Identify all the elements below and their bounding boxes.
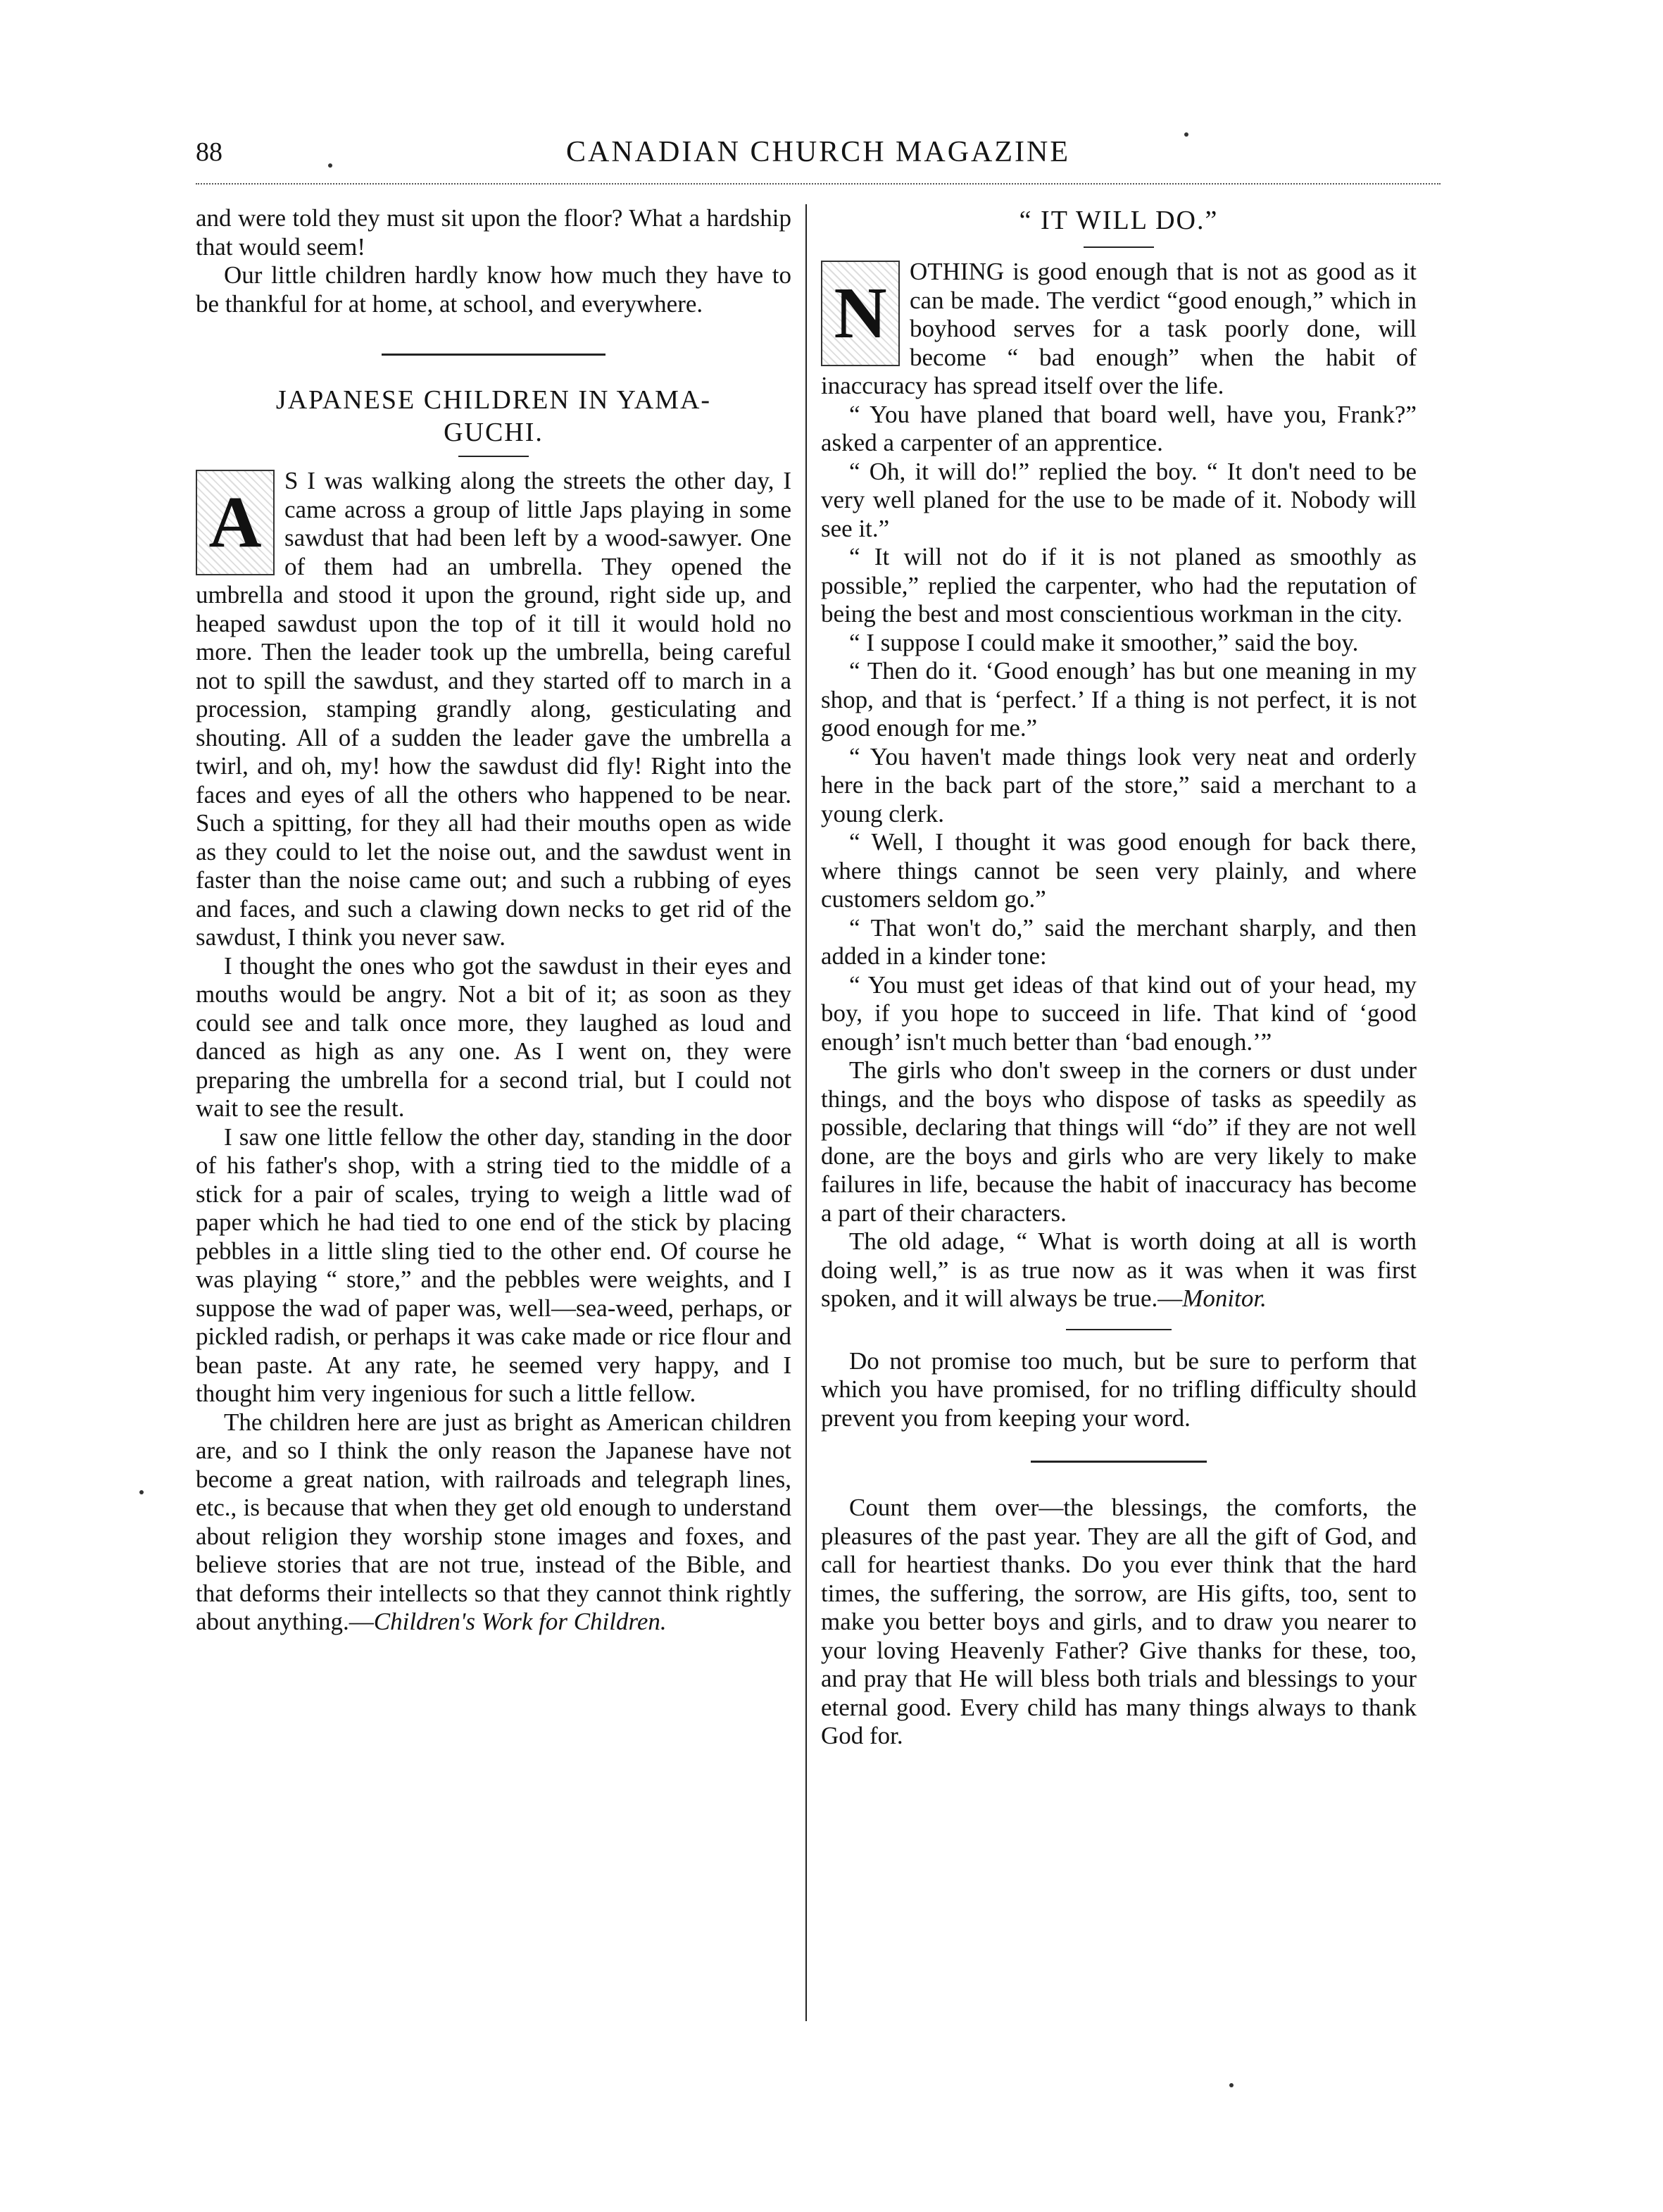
paragraph-text: OTHING is good enough that is not as good as it can be made. The verdict “good enough,” which in boyhood serves for a task poorly done, will become “ bad enough” when the habit of inaccuracy has spread itself over the life.	[821, 258, 1417, 399]
page-header	[196, 135, 1441, 175]
article-paragraph: “ I suppose I could make it smoother,” said the boy.	[849, 628, 1359, 656]
ornamental-dropcap	[821, 261, 900, 366]
paragraph-text: S I was walking along the streets the other day, I came across a group of little Japs playing in some sawdust that had been left by a wood-sawyer. One of them had an umbrella. They opened the umbrella and stood it upon the ground, right side up, and heaped sawdust upon the top of it till it would hold no more. Then the leader took up the umbrella, being careful not to spill the sawdust, and they started off to march in a procession, stamping grandly along, gesticulating and shouting. All of a sudden the leader gave the umbrella a twirl, and oh, my! how the sawdust did fly! Right into the faces and eyes of all the others who happened to be near. Such a spitting, for they all had their mouths open as wide as they could to let the noise out, and the sawdust went in faster than the noise came out; and such a rubbing of eyes and faces, and such a clawing down necks to get rid of the sawdust, I think you never saw.	[196, 467, 791, 951]
section-divider	[1031, 1461, 1207, 1463]
dropcap-letter: A	[208, 482, 262, 563]
article-paragraph	[821, 258, 1417, 401]
article-paragraph	[196, 467, 791, 952]
article-paragraph: “ You haven't made things look very neat and orderly here in the back part of the store,” said a merchant to a young clerk.	[821, 742, 1417, 827]
note-paragraph: Count them over—the blessings, the comforts, the pleasures of the past year. They are all the gift of God, and call for heartiest thanks. Do you ever think that the hard times, the suffering, the sorrow, are His gifts, too, sent to make you better boys and girls, and to draw you nearer to your loving Heavenly Father? Give thanks for these, too, and pray that He will bless both trials and blessings to your eternal good. Every child has many things always to thank God for.	[821, 1494, 1417, 1749]
article-paragraph: “ You have planed that board well, have you, Frank?” asked a carpenter of an apprentice.	[821, 400, 1417, 456]
running-title: CANADIAN CHURCH MAGAZINE	[566, 136, 1070, 168]
left-column	[196, 204, 791, 1637]
print-speck	[139, 1490, 144, 1494]
article-title: “ IT WILL DO.”	[1019, 206, 1219, 235]
article-paragraph: “ You must get ideas of that kind out of your head, my boy, if you hope to succeed in life. That kind of ‘good enough’ isn't much better than ‘bad enough.’”	[821, 970, 1417, 1056]
article-paragraph: “ Oh, it will do!” replied the boy. “ It don't need to be very well planed for the use to be made of it. Nobody will see it.”	[821, 457, 1417, 542]
paragraph-text: The old adage, “ What is worth doing at all is worth doing well,” is as true now as it was when it was first spoken, and it will always be true.—	[821, 1227, 1417, 1312]
continuation-paragraph: Our little children hardly know how much they have to be thankful for at home, at school, and everywhere.	[196, 261, 791, 318]
article-source: Monitor.	[1182, 1285, 1267, 1312]
article-paragraph: “ Then do it. ‘Good enough’ has but one meaning in my shop, and that is ‘perfect.’ If a thing is not perfect, it is not good enough for me.”	[821, 657, 1417, 742]
article-title	[196, 384, 791, 449]
section-divider	[1066, 1329, 1172, 1330]
article-paragraph: I thought the ones who got the sawdust in their eyes and mouths would be angry. Not a bit of it; as soon as they could see and talk once more, they laughed as loud and danced as high as any one. As I went on, they were preparing the umbrella for a second trial, but I could not wait to see the result.	[196, 951, 791, 1122]
page-number: 88	[196, 137, 222, 167]
print-speck	[1184, 132, 1188, 137]
article-paragraph: “ It will not do if it is not planed as smoothly as possible,” replied the carpenter, who had the reputation of being the best and most conscientious workman in the city.	[821, 543, 1417, 627]
right-column	[821, 204, 1417, 1751]
paragraph-text: The children here are just as bright as American children are, and so I think the only reason the Japanese have not become a great nation, with railroads and telegraph lines, etc., is because that when they get old enough to understand about religion they worship stone images and foxes, and believe stories that are not true, instead of the Bible, and that deforms their intellects so that they cannot think rightly about anything.—	[196, 1408, 791, 1635]
article-source: Children's Work for Children.	[373, 1608, 667, 1635]
title-rule	[458, 456, 529, 457]
article-paragraph: The girls who don't sweep in the corners or dust under things, and the boys who dispose of tasks as speedily as possible, declaring that things will “do” if they are not well done, are the boys and girls who are very likely to make failures in life, because the habit of inaccuracy has become a part of their characters.	[821, 1056, 1417, 1227]
ornamental-dropcap	[196, 470, 275, 575]
column-divider	[805, 204, 807, 2021]
dropcap-letter: N	[834, 273, 887, 354]
article-paragraph: I saw one little fellow the other day, standing in the door of his father's shop, with a string tied to the middle of a stick for a pair of scales, trying to weigh a little wad of paper which he had tied to one end of the stick by placing pebbles in a little sling tied to the other end. Of course he was playing “ store,” and the pebbles were weights, and I suppose the wad of paper was, well—sea-weed, perhaps, or pickled radish, or perhaps it was cake made or rice flour and bean paste. At any rate, he seemed very happy, and I thought him very ingenious for such a little fellow.	[196, 1123, 791, 1407]
print-speck	[328, 163, 332, 168]
article-paragraph: “ Well, I thought it was good enough for back there, where things cannot be seen very plainly, and where customers seldom go.”	[821, 828, 1417, 913]
article-paragraph: “ That won't do,” said the merchant sharply, and then added in a kinder tone:	[821, 913, 1417, 970]
section-divider	[382, 354, 605, 356]
article-title-line: GUCHI.	[444, 418, 544, 447]
article-paragraph	[821, 1227, 1417, 1313]
article-title-line: JAPANESE CHILDREN IN YAMA-	[275, 385, 712, 415]
print-speck	[1229, 2083, 1234, 2087]
header-rule	[196, 183, 1441, 185]
continuation-paragraph: and were told they must sit upon the floor? What a hardship that would seem!	[196, 204, 791, 261]
title-rule	[1084, 246, 1154, 248]
note-paragraph: Do not promise too much, but be sure to perform that which you have promised, for no trifling difficulty should prevent you from keeping your word.	[821, 1346, 1417, 1432]
article-paragraph	[196, 1408, 791, 1637]
